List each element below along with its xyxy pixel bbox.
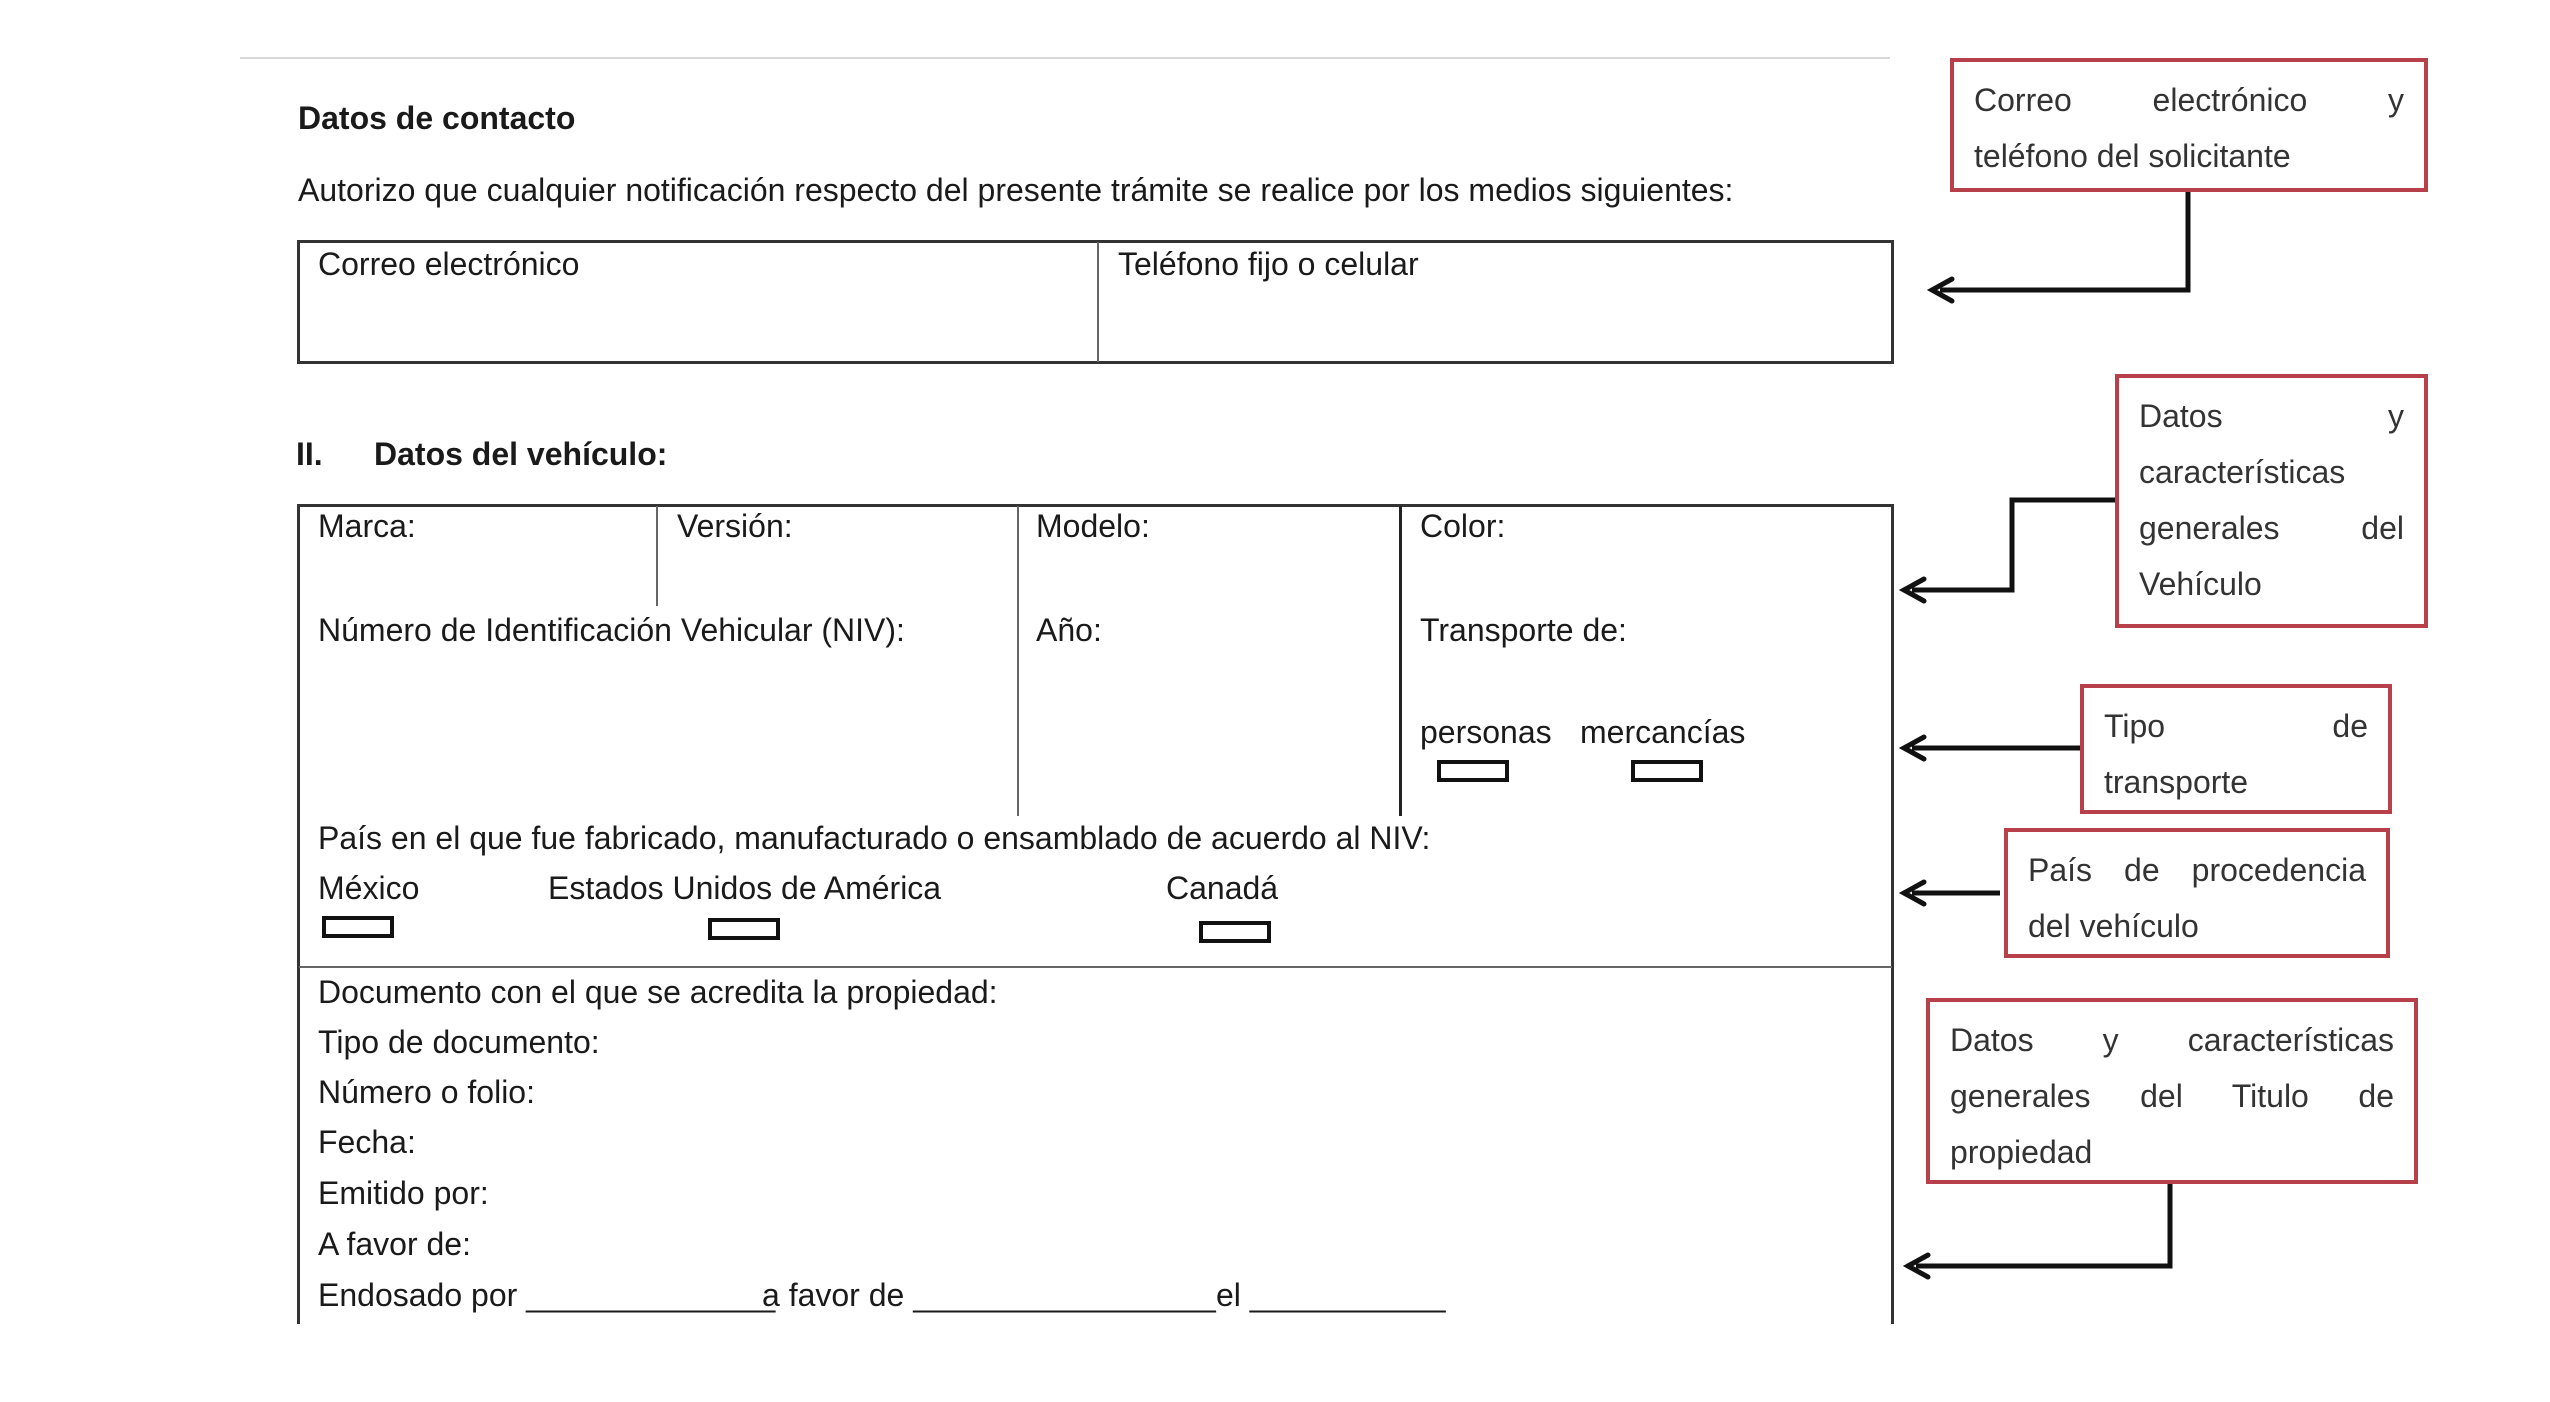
vehicle-section-title: Datos del vehículo: <box>374 436 668 472</box>
country-mexico-label: México <box>318 870 420 906</box>
ownership-heading: Documento con el que se acredita la propiedad: <box>318 974 998 1010</box>
niv-label: Número de Identificación Vehicular (NIV): <box>318 612 905 648</box>
in-favor-of-label: A favor de: <box>318 1226 471 1262</box>
arrow-vehicle <box>1912 500 2115 590</box>
callout-origin-line-1: País de procedencia <box>2028 852 2366 888</box>
authorization-text: Autorizo que cualquier notificación respecto del presente trámite se realice por los medios siguientes: <box>298 172 1734 208</box>
country-canada-label: Canadá <box>1166 870 1279 906</box>
endorsed-on-label: el ___________ <box>1216 1277 1446 1313</box>
email-field-label: Correo electrónico <box>318 246 580 282</box>
brand-label: Marca: <box>318 508 416 544</box>
vehicle-section-number: II. <box>296 436 323 472</box>
doc-type-label: Tipo de documento: <box>318 1024 600 1060</box>
doc-date-label: Fecha: <box>318 1124 416 1160</box>
callout-vehicle-line-3: generales del <box>2139 510 2404 546</box>
endorsed-in-favor-label: a favor de _________________ <box>762 1277 1216 1313</box>
version-label: Versión: <box>677 508 793 544</box>
endorsed-by-label: Endosado por ______________ <box>318 1277 776 1313</box>
contact-section-title: Datos de contacto <box>298 100 576 136</box>
country-usa-label: Estados Unidos de América <box>548 870 942 906</box>
arrow-title-deed <box>1916 1184 2170 1266</box>
callout-transport-line-2: transporte <box>2104 764 2249 800</box>
callout-origin-line-2: del vehículo <box>2028 908 2199 944</box>
phone-field-label: Teléfono fijo o celular <box>1118 246 1419 282</box>
callout-vehicle-line-1: Datos y <box>2139 398 2404 434</box>
country-question: País en el que fue fabricado, manufacturado o ensamblado de acuerdo al NIV: <box>318 820 1431 856</box>
issued-by-label: Emitido por: <box>318 1175 489 1211</box>
callout-contact-line-1: Correo electrónico y <box>1974 82 2404 118</box>
transport-goods-label: mercancías <box>1580 714 1746 750</box>
doc-number-label: Número o folio: <box>318 1074 535 1110</box>
callout-title-deed-line-3: propiedad <box>1950 1134 2093 1170</box>
color-label: Color: <box>1420 508 1506 544</box>
callout-title-deed-line-1: Datos y características <box>1950 1022 2394 1058</box>
transport-label: Transporte de: <box>1420 612 1627 648</box>
year-label: Año: <box>1036 612 1102 648</box>
arrow-contact <box>1940 192 2188 290</box>
transport-people-label: personas <box>1420 714 1552 750</box>
callout-vehicle-line-4: Vehículo <box>2139 566 2262 602</box>
callout-contact-line-2: teléfono del solicitante <box>1974 138 2291 174</box>
callout-vehicle-line-2: características <box>2139 454 2346 490</box>
callout-title-deed-line-2: generales del Titulo de <box>1950 1078 2394 1114</box>
callout-transport-line-1: Tipo de <box>2104 708 2368 744</box>
model-label: Modelo: <box>1036 508 1150 544</box>
